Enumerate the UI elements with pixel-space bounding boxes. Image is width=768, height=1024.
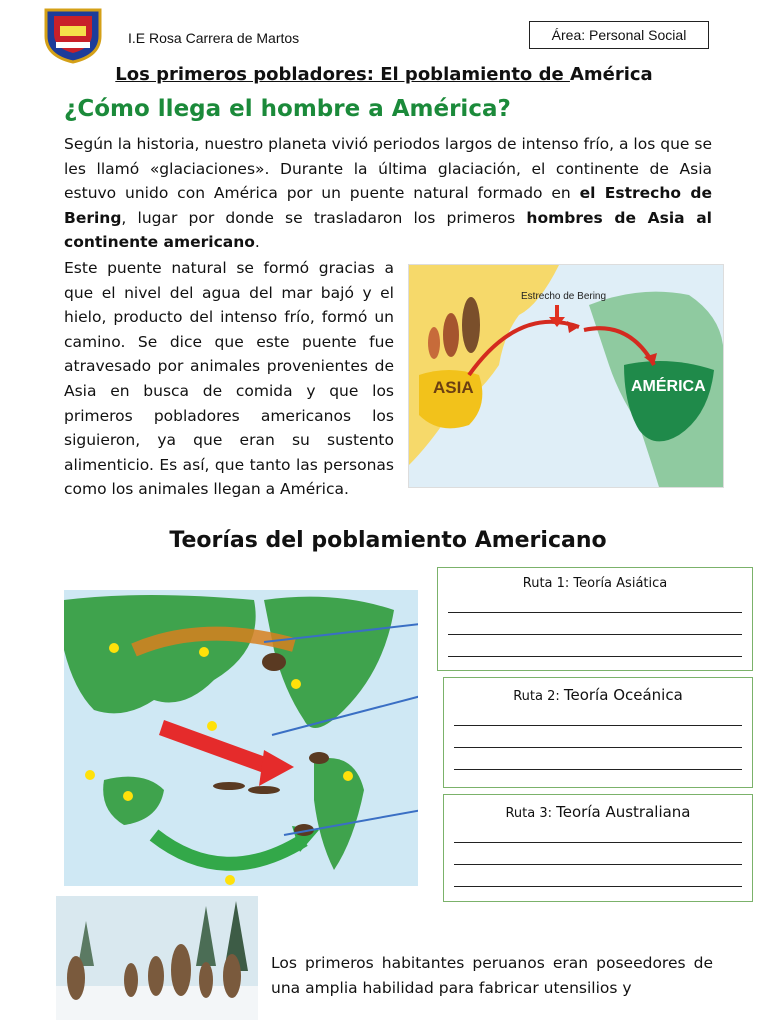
- intro-bold-1: el Estrecho de Bering: [64, 184, 712, 227]
- intro-text-2: , lugar por donde se trasladaron los primeros: [121, 208, 527, 227]
- route-3-prefix: Ruta 3:: [505, 806, 557, 821]
- route-2-title: [444, 686, 752, 704]
- answer-line[interactable]: [448, 635, 742, 657]
- answer-line[interactable]: [454, 748, 742, 770]
- section-question: ¿Cómo llega el hombre a América?: [64, 96, 511, 122]
- title-rest: América: [569, 64, 653, 85]
- school-name: I.E Rosa Carrera de Martos: [128, 30, 300, 46]
- route-1-answer-box: [437, 567, 753, 671]
- route-1-name: Teoría Asiática: [573, 576, 668, 591]
- america-label: AMÉRICA: [631, 378, 706, 395]
- bridge-paragraph: Este puente natural se formó gracias a que el nivel del agua del mar bajó y el hielo, producto del intenso frío, formó un camino. Se dice que este puente fue atravesado por animales provenientes de Asia en busca de comida y que los primeros pobladores americanos los siguieron, ya que eran su sustento alimenticio. Es así, que tanto las personas como los animales llegan a América.: [64, 259, 394, 499]
- route-1-title: [438, 576, 752, 591]
- document-title: [0, 64, 768, 85]
- intro-bold-2: hombres de Asia al continente americano: [64, 208, 712, 252]
- intro-text-1: Según la historia, nuestro planeta vivió periodos largos de intenso frío, a los que se les llamó «glaciaciones». Durante la última glaciación, el continente de Asia estuvo unido con América por un puente natural formado en: [64, 135, 712, 203]
- answer-line[interactable]: [454, 843, 742, 865]
- theories-heading: Teorías del poblamiento Americano: [169, 528, 607, 553]
- asia-label: ASIA: [433, 378, 474, 397]
- strait-label: Estrecho de Bering: [521, 291, 607, 302]
- route-2-answer-box: [443, 677, 753, 788]
- route-1-prefix: Ruta 1:: [522, 576, 574, 591]
- answer-line[interactable]: [448, 591, 742, 613]
- closing-paragraph: Los primeros habitantes peruanos eran poseedores de una amplia habilidad para fabricar utensilios y: [271, 954, 713, 997]
- title-underlined-part: Los primeros pobladores: El poblamiento de: [115, 64, 570, 85]
- early-settlers-illustration: [56, 896, 258, 1020]
- answer-line[interactable]: [454, 821, 742, 843]
- subject-area-box: Área: Personal Social: [529, 21, 709, 49]
- intro-text-3: .: [254, 233, 260, 252]
- world-migration-routes-map: [64, 590, 418, 886]
- route-3-title: [444, 803, 752, 821]
- route-3-answer-box: [443, 794, 753, 902]
- answer-line[interactable]: [454, 726, 742, 748]
- answer-line[interactable]: [448, 613, 742, 635]
- bering-migration-illustration: [408, 264, 724, 488]
- route-2-prefix: Ruta 2:: [513, 689, 564, 704]
- route-2-name: Teoría Oceánica: [563, 686, 683, 704]
- answer-line[interactable]: [454, 865, 742, 887]
- intro-paragraph: [64, 132, 712, 255]
- route-3-name: Teoría Australiana: [556, 803, 691, 821]
- answer-line[interactable]: [454, 704, 742, 726]
- school-crest-logo: [42, 6, 104, 64]
